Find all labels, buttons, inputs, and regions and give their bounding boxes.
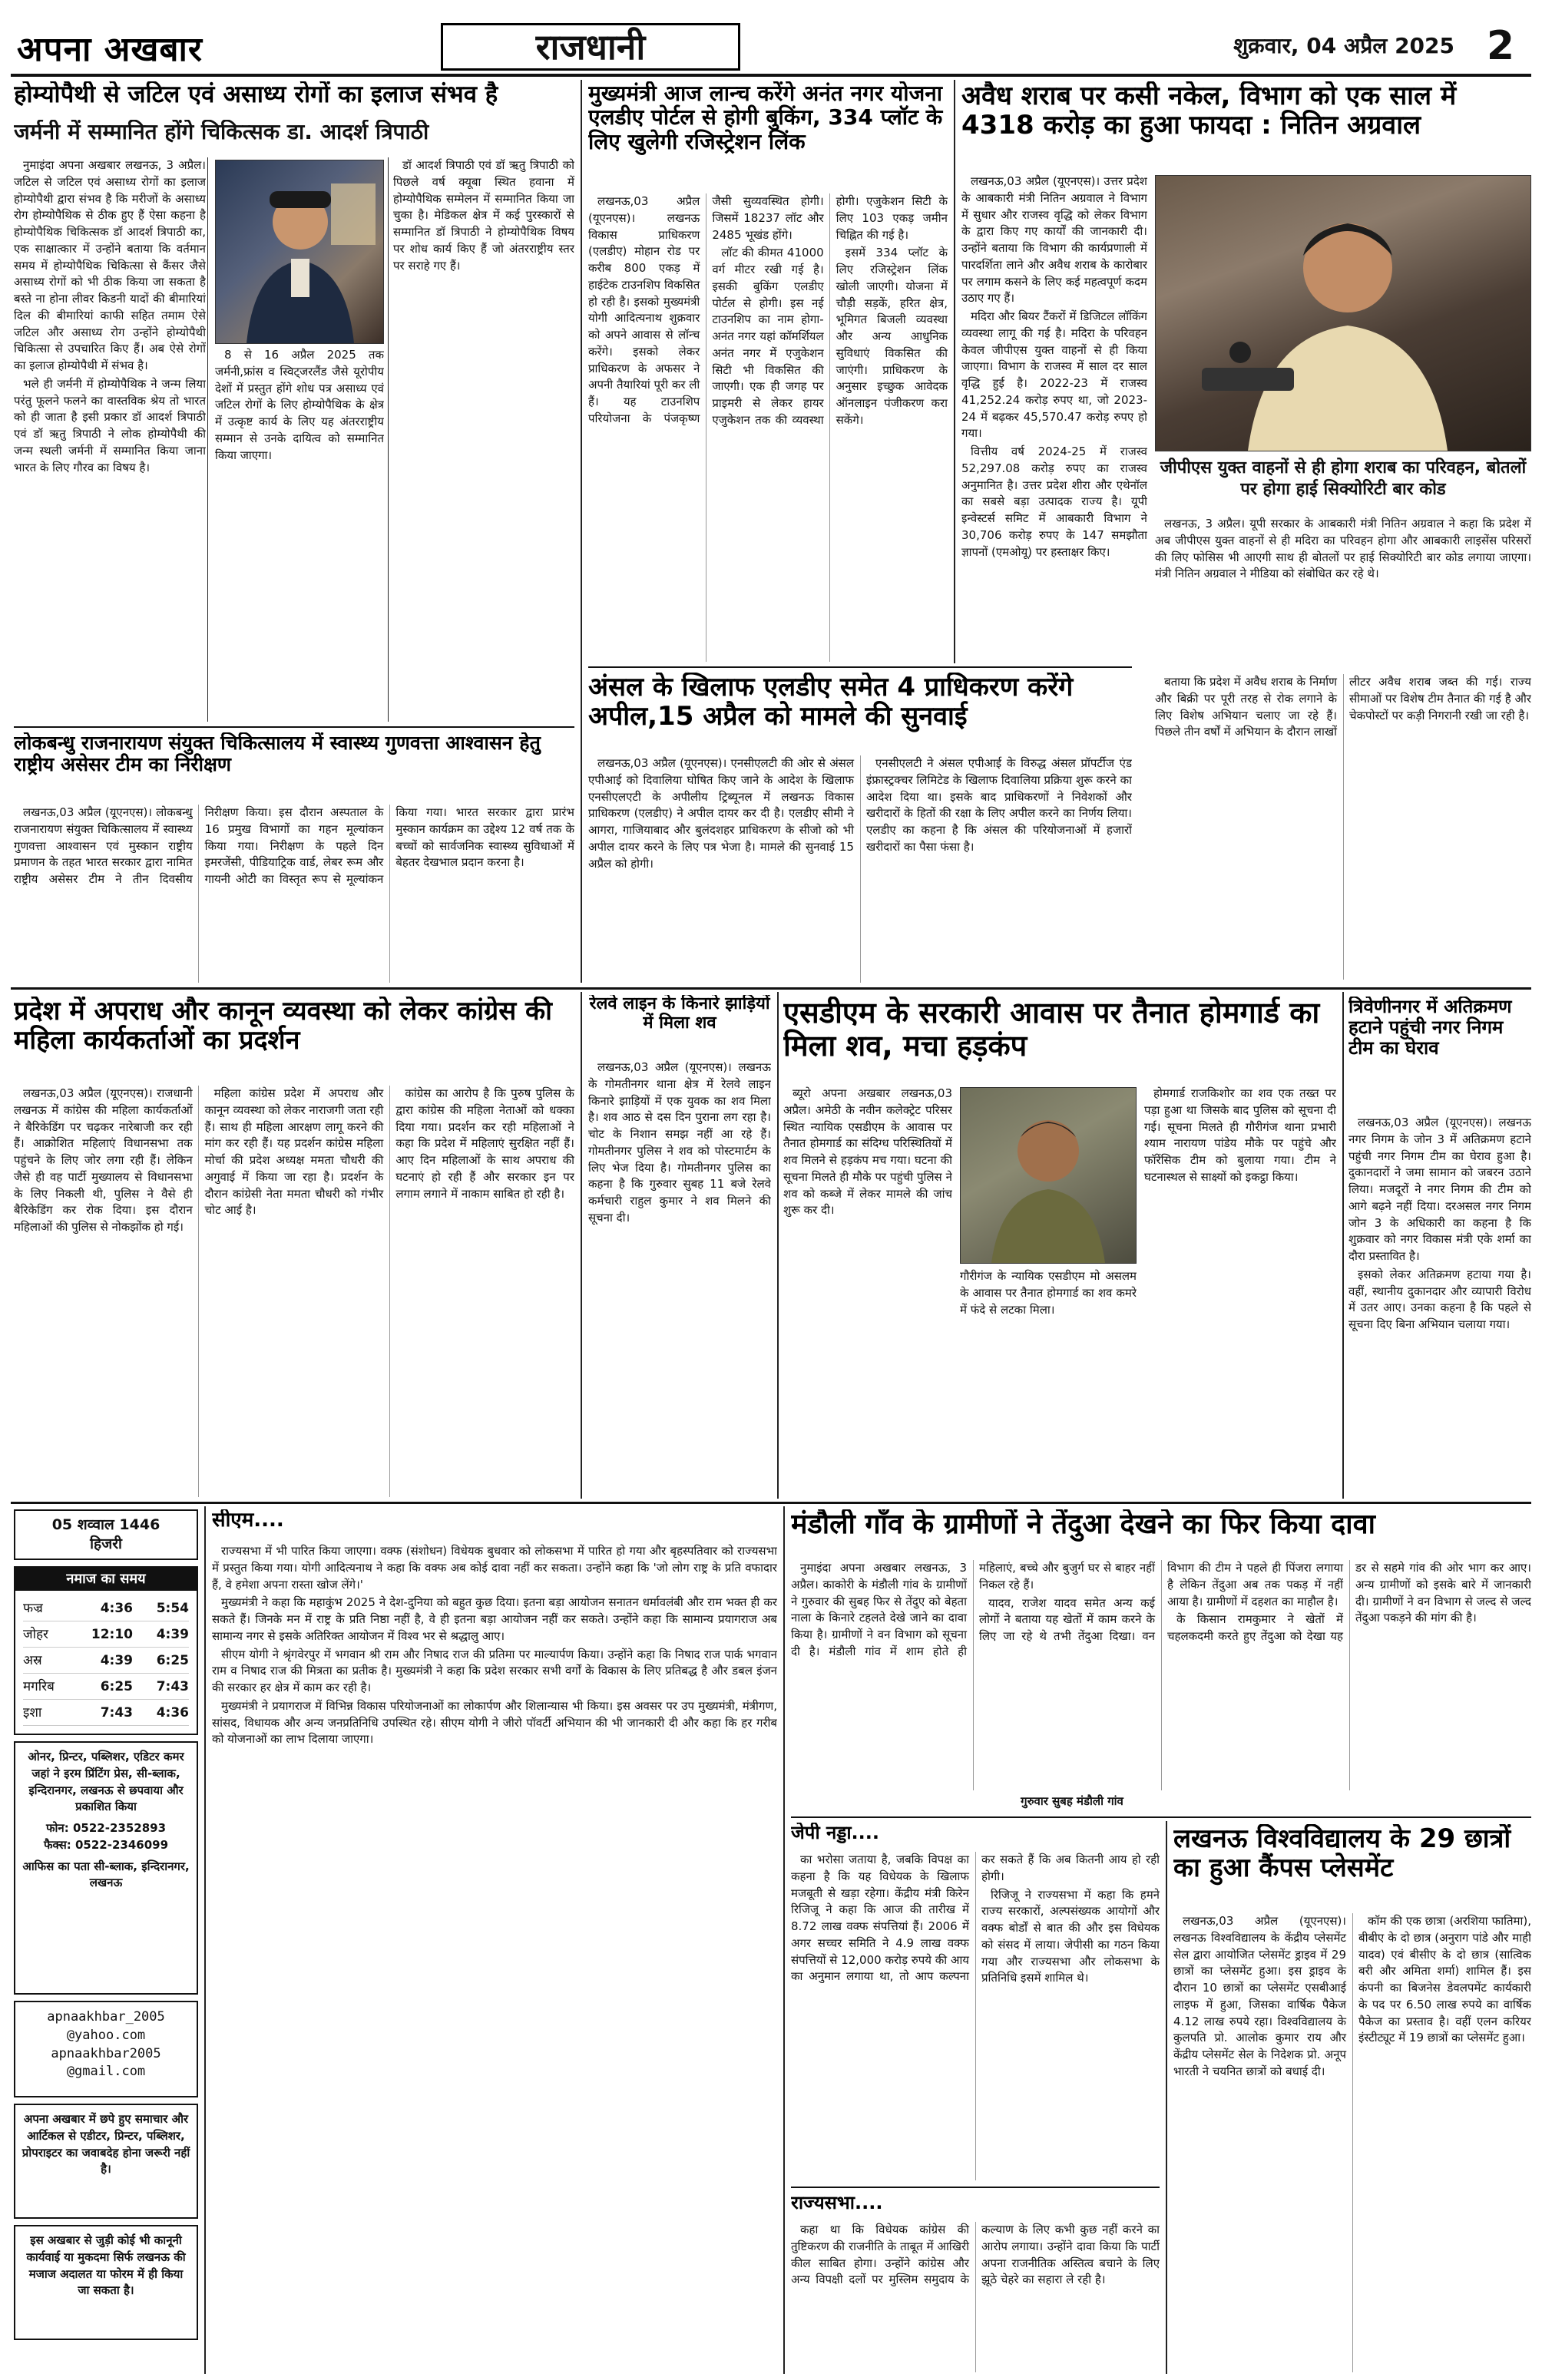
- imprint-text: ओनर, प्रिन्टर, पब्लिशर, एडिटर कमर जहां ने इरम प्रिंटिंग प्रेस, सी-ब्लाक, इन्दिरानगर, लखनऊ से छपवाया और प्रकाशित किया: [28, 1750, 184, 1814]
- lu-para-2: कॉम की एक छात्रा (अरशिया फातिमा), बीबीए के दो छात्र (अनुराग पांडे और माही यादव) एवं बीसीए के दो छात्र (सात्विक बरी और अमिता शर्मा) शामिल हैं। इस कंपनी का बिजनेस डेवलपमेंट कार्यकारी के पद पर 6.50 लाख रुपये का वार्षिक पैकेज का प्रस्ताव है। वहीं एलन करियर इंस्टीट्यूट में 19 छात्रों का प्लेसमेंट हुआ।: [1358, 1914, 1531, 2045]
- minister-photo-caption: जीपीएस युक्त वाहनों से ही होगा शराब का परिवहन, बोतलों पर होगा हाई सिक्योरिटी बार कोड: [1160, 458, 1527, 499]
- issue-date: शुक्रवार, 04 अप्रैल 2025: [1233, 33, 1454, 58]
- lu-body: [1173, 1913, 1531, 2372]
- masthead-rule: [11, 74, 1531, 77]
- rajyasabha-para-1: कहा था कि विधेयक कांग्रेस की तुष्टिकरण की राजनीति के ताबूत में आखिरी कील साबित होगा। उन्होंने कांग्रेस और अन्य विपक्षी दलों पर मुस्लिम समुदाय के कल्याण के लिए कभी कुछ नहीं करने का आरोप लगाया। उन्होंने दावा किया कि पार्टी अपना राजनीतिक अस्तित्व बचाने के लिए झूठे चेहरे का सहारा ले रही है।: [791, 2223, 1160, 2287]
- sdm-para-1: ब्यूरो अपना अखबार लखनऊ,03 अप्रैल। अमेठी के नवीन कलेक्ट्रेट परिसर स्थित न्यायिक एसडीएम के आवास पर तैनात होमगार्ड का संदिग्ध परिस्थितियों में शव मिलने से हड़कंप मच गया। घटना की सूचना मिलते ही मौके पर पहुंची पुलिस ने शव को कब्जे में लेकर मामले की जांच शुरू कर दी।: [783, 1086, 952, 1218]
- namaz-end: 7:43: [156, 1679, 189, 1694]
- nadda-para-2: रिजिजू ने राज्यसभा में कहा कि हमने राज्य सरकारों, अल्पसंख्यक आयोगों और वक्फ बोर्डों से बात की और इस विधेयक को संसद में लाया। जेपीसी का गठन किया गया और राज्यसभा और लोकसभा के प्रतिनिधि इसमें शामिल थे।: [981, 1887, 1160, 1985]
- homeo-para-1: नुमाइंदा अपना अखबार लखनऊ, 3 अप्रैल। जटिल से जटिल एवं असाध्य रोगों का इलाज होम्योपैथी द्वारा संभव है कि मरीजों के असाध्य रोग होम्योपैथिक से ठीक हुए हैं ऐसा कहना है होम्योपैथिक चिकित्सक डॉ आदर्श त्रिपाठी का, एक साक्षात्कार में उन्होंने बताया कि वर्तमान समय में होम्योपैथिक चिकित्सा से कैंसर जैसे असाध्य रोगों को भी ठीक किया जा सकता है बस्ते ना होना लीवर किडनी यादों की बीमारियां दिल की बीमारियां काफी सहित तमाम ऐसे जटिल और असाध्य रोग उन्होंने होम्योपैथी चिकित्सा से उपचारित किए हैं। अब ऐसे रोगों का इलाज होम्योपैथी में संभव है।: [14, 158, 206, 372]
- namaz-name: फज्र: [23, 1601, 43, 1616]
- section-rule: [14, 726, 574, 728]
- paper-name: अपना अखबार: [17, 30, 203, 69]
- liquor-para-5: बताया कि प्रदेश में अवैध शराब के निर्माण और बिक्री पर पूरी तरह से रोक लगाने के लिए विशेष अभियान चलाए जा रहे हैं। पिछले तीन वर्षों में अभियान के दौरान लाखों लीटर अवैध शराब जब्त की गई। राज्य सीमाओं पर विशेष टीम तैनात की गई है और चेकपोस्टों पर कड़ी निगरानी रखी जा रही है।: [1155, 675, 1531, 739]
- masthead: [11, 23, 1531, 71]
- ansal-para-2: एनसीएलटी ने अंसल एपीआई के विरुद्ध अंसल प्रॉपर्टीज एंड इंफ्रास्ट्रक्चर लिमिटेड के खिलाफ दिवालिया प्रक्रिया शुरू करने का आदेश दिया था। इसके बाद प्राधिकरणों ने निवेशकों और खरीदारों के हितों की रक्षा के लिए अपील करने का निर्णय लिया। एलडीए का कहना है कि अंसल की परियोजनाओं में हजारों खरीदारों का पैसा फंसा है।: [866, 756, 1132, 854]
- homeo-headline: होम्योपैथी से जटिल एवं असाध्य रोगों का इलाज संभव है: [14, 81, 498, 108]
- section-banner: [441, 23, 740, 71]
- mandauli-body: [791, 1560, 1531, 1790]
- sdm-para-2: होमगार्ड राजकिशोर का शव एक तख्त पर पड़ा हुआ था जिसके बाद पुलिस को सूचना दी गई। सूचना मिलते ही गौरीगंज थाना प्रभारी श्याम नारायण पांडेय मौके पर पहुंचे और फॉरेंसिक टीम को बुलाया गया। टीम ने घटनास्थल से साक्ष्यों को इकट्ठा किया।: [1144, 1086, 1336, 1184]
- nadda-body: [791, 1852, 1160, 2180]
- congress-body: [14, 1086, 574, 1497]
- col-divider: [777, 992, 779, 1499]
- liquor-headline: अवैध शराब पर कसी नकेल, विभाग को एक साल में 4318 करोड़ का हुआ फायदा : नितिन अग्रवाल: [961, 81, 1457, 141]
- col-divider: [207, 157, 208, 722]
- homeo-body-col1: [14, 157, 206, 722]
- doctor-portrait-icon: [216, 160, 383, 343]
- namaz-end: 4:39: [156, 1627, 189, 1642]
- page-number: 2: [1486, 23, 1515, 69]
- cm-para-2: मुख्यमंत्री ने कहा कि महाकुंभ 2025 ने देश-दुनिया को बहुत कुछ दिया। इतना बड़ा आयोजन सनातन धर्मावलंबी और राम भक्त ही कर सकते हैं। जिनके मन में राष्ट्र के प्रति निष्ठा नहीं है, वे ही इतना बड़ा आयोजन नहीं कर सकते। उन्होंने कहा कि सामान्य प्रयागराज अब सामान्य नगर से इसके अतिरिक्त आयोजन में विश्व भर से श्रद्धालु आए।: [212, 1595, 777, 1643]
- namaz-start: 7:43: [100, 1705, 133, 1721]
- namaz-name: अस्र: [23, 1653, 42, 1668]
- hijri-date: 05 शव्वाल 1446 हिजरी: [51, 1516, 160, 1552]
- liquor-body-col3: [1155, 674, 1531, 980]
- sdm-photo-caption: गौरीगंज के न्यायिक एसडीएम मो असलम के आवास पर तैनात होमगार्ड का शव कमरे में फंदे से लटका मिला।: [960, 1269, 1137, 1317]
- triveni-para-2: इसको लेकर अतिक्रमण हटाया गया है। वहीं, स्थानीय दुकानदार और व्यापारी विरोध में उतर आए। उनका कहना है कि पहले से सूचना दिए बिना अभियान चलाया गया।: [1348, 1267, 1531, 1331]
- legal-text: इस अखबार से जुड़ी कोई भी कानूनी कार्यवाई या मुकदमा सिर्फ लखनऊ की मजाज अदालत या फोरम में ही किया जा सकता है।: [26, 2233, 186, 2298]
- email-box: [14, 2001, 198, 2097]
- namaz-start: 6:25: [100, 1679, 133, 1694]
- rajyasabha-headline: राज्यसभा....: [791, 2193, 883, 2213]
- disclaimer-box: [14, 2104, 198, 2219]
- col-divider: [388, 157, 389, 722]
- col-divider: [954, 80, 955, 663]
- liquor-para-2: मदिरा और बियर टैंकरों में डिजिटल लॉकिंग व्यवस्था लागू की गई है। मदिरा के परिवहन केवल जीपीएस युक्त वाहनों से ही किया जाएगा। विभाग के राजस्व में साल दर साल वृद्धि हुई है। 2022-23 में राजस्व 41,252.24 करोड़ रुपए था, जो 2023-24 में बढ़कर 45,570.47 करोड़ रुपए हो गया।: [961, 309, 1147, 441]
- congress-para-1: लखनऊ,03 अप्रैल (यूएनएस)। राजधानी लखनऊ में कांग्रेस की महिला कार्यकर्ताओं ने बैरिकेडिंग पर चढ़कर नारेबाजी कर रही हैं। आक्रोशित महिलाएं विधानसभा तक पहुंचने के लिए जोर लगा रही हैं। लेकिन जैसे ही वह पार्टी मुख्यालय से विधानसभा के लिए निकली थी, पुलिस ने वैसे ही बैरिकेडिंग कर रोक दिया। इस दौरान महिलाओं की पुलिस से नोकझोंक हो गई।: [14, 1086, 193, 1234]
- col-divider: [581, 80, 582, 983]
- row-rule: [11, 987, 1531, 990]
- homeo-body-col2: [215, 347, 384, 722]
- lu-para-1: लखनऊ,03 अप्रैल (यूएनएस)। लखनऊ विश्वविद्यालय के केंद्रीय प्लेसमेंट सेल द्वारा आयोजित प्लेसमेंट ड्राइव में 29 छात्रों का प्लेसमेंट हुआ। इस ड्राइव के दौरान 10 छात्रों का प्लेसमेंट एसबीआई लाइफ में हुआ, जिसका वार्षिक पैकेज 4.12 लाख रुपये रहा। विश्वविद्यालय के कुलपति प्रो. आलोक कुमार राय और केंद्रीय प्लेसमेंट सेल के निदेशक प्रो. अनूप भारती ने चयनित छात्रों को बधाई दी।: [1173, 1914, 1346, 2078]
- sdm-headline: एसडीएम के सरकारी आवास पर तैनात होमगार्ड का मिला शव, मचा हड़कंप: [783, 997, 1320, 1063]
- col-divider: [1342, 992, 1344, 1499]
- congress-para-3: कांग्रेस का आरोप है कि पुरुष पुलिस के द्वारा कांग्रेस की महिला नेताओं को धक्का दिया गया। प्रदर्शन कर रही महिलाओं ने कहा कि प्रदेश में महिलाएं सुरक्षित नहीं हैं। आए दिन महिलाओं के साथ अपराध की घटनाएं हो रही हैं और सरकार इन पर लगाम लगाने में नाकाम साबित हो रही है।: [395, 1086, 574, 1201]
- lda-para-3: इसमें 334 प्लॉट के लिए रजिस्ट्रेशन लिंक खोली जाएगी। योजना में चौड़ी सड़कें, हरित क्षेत्र, भूमिगत बिजली व्यवस्था और अन्य आधुनिक सुविधाएं विकसित की जाएंगी। प्राधिकरण के अनुसार इच्छुक आवेदक ऑनलाइन पंजीकरण करा सकेंगे।: [836, 246, 948, 427]
- homeo-para-4: डॉ आदर्श त्रिपाठी एवं डॉ ऋतु त्रिपाठी को पिछले वर्ष क्यूबा स्थित हवाना में होम्योपैथिक सम्मेलन में सम्मानित किया जा चुका है। मेडिकल क्षेत्र में कई पुरस्कारों से सम्मानित डॉ त्रिपाठी ने होम्योपैथिक विषय पर शोध कार्य किए हैं जो अंतरराष्ट्रीय स्तर पर सराहे गए हैं।: [393, 158, 574, 273]
- homeo-para-2: 8 से 16 अप्रैल 2025 तक जर्मनी,फ्रांस व स्विट्जरलैंड जैसे यूरोपीय देशों में प्रस्तुत होंगे शोध पत्र असाध्य एवं जटिल रोगों के लिए होम्योपैथिक के क्षेत्र में उत्कृष्ट कार्य के लिए यह अंतरराष्ट्रीय सम्मान से उनके दायित्व को सम्मानित किया जाएगा।: [215, 348, 384, 462]
- col-divider: [581, 992, 582, 1499]
- namaz-end: 5:54: [156, 1601, 189, 1616]
- namaz-name: जोहर: [23, 1627, 48, 1642]
- mandauli-para-3: के किसान रामकुमार ने खेतों में चहलकदमी करते हुए तेंदुआ को देखा यह डर से सहमे गांव की ओर भाग कर आए। अन्य ग्रामीणों को इसके बारे में जानकारी दी। ग्रामीणों ने वन विभाग से जल्द से जल्द तेंदुआ पकड़ने की मांग की है।: [1167, 1561, 1531, 1643]
- triveni-para-1: लखनऊ,03 अप्रैल (यूएनएस)। लखनऊ नगर निगम के जोन 3 में अतिक्रमण हटाने पहुंची नगर निगम टीम का घेराव हुआ है। दुकानदारों ने जमा सामान को जबरन उठाने लिया। मजदूरों ने नगर निगम की टीम को आगे बढ़ने नहीं दिया। दरअसल नगर निगम जोन 3 के अधिकारी का कहना है कि शुक्रवार को नगर विकास मंत्री एके शर्मा का दौरा प्रस्तावित है।: [1348, 1116, 1531, 1263]
- namaz-title: नमाज का समय: [15, 1568, 197, 1591]
- congress-headline: प्रदेश में अपराध और कानून व्यवस्था को लेकर कांग्रेस की महिला कार्यकर्ताओं का प्रदर्शन: [14, 997, 552, 1056]
- lu-headline: लखनऊ विश्वविद्यालय के 29 छात्रों का हुआ कैंपस प्लेसमेंट: [1173, 1824, 1511, 1884]
- lda-para-1: लखनऊ,03 अप्रैल (यूएनएस)। लखनऊ विकास प्राधिकरण (एलडीए) मोहान रोड पर करीब 800 एकड़ में हाईटेक टाउनशिप विकसित हो रही है। इसको मुख्यमंत्री योगी आदित्यनाथ शुक्रवार को अपने आवास से लॉन्च करेंगे। इसको लेकर प्राधिकरण के अफसर ने अपनी तैयारियां पूरी कर ली हैं। यह टाउनशिप परियोजना के पंजकृष्ण जैसी सुव्यवस्थित होगी। जिसमें 18237 लॉट और 2485 भूखंड होंगे।: [588, 194, 824, 425]
- minister-photo: [1155, 175, 1531, 451]
- namaz-name: इशा: [23, 1705, 42, 1721]
- email-2-domain: @gmail.com: [66, 2064, 146, 2080]
- sidebar: [14, 1509, 198, 2374]
- namaz-end: 4:36: [156, 1705, 189, 1721]
- liquor-body-col2: [1155, 516, 1531, 669]
- email-2-user: apnaakhbar2005: [51, 2045, 161, 2061]
- namaz-box: [14, 1566, 198, 1735]
- col-divider: [783, 1506, 785, 2374]
- nadda-para-1: का भरोसा जताया है, जबकि विपक्ष का कहना है कि यह विधेयक के खिलाफ मजबूती से खड़ा रहेगा। केंद्रीय मंत्री किरेन रिजिजू ने कहा कि आज की तारीख में 8.72 लाख वक्फ संपत्तियां हैं। 2006 में अगर सच्चर समिति ने 4.9 लाख वक्फ संपत्तियों से 12,000 करोड़ रुपये की आय का अनुमान लगाया था, तो आप कल्पना कर सकते हैं कि अब कितनी आय हो रही होगी।: [791, 1853, 1160, 1984]
- hijri-date-box: [14, 1509, 198, 1560]
- congress-para-2: महिला कांग्रेस प्रदेश में अपराध और कानून व्यवस्था को लेकर नाराजगी जता रही हैं। साथ ही महिला आरक्षण लागू करने की मांग कर रही हैं। यह प्रदर्शन कांग्रेस महिला मोर्चा की प्रदेश अध्यक्ष ममता चौधरी की अगुवाई में किया जा रहा है। प्रदर्शन के दौरान कांग्रेसी नेता ममता चौधरी को गंभीर चोट आई है।: [204, 1086, 384, 1218]
- namaz-row: [23, 1648, 189, 1674]
- liquor-para-1: लखनऊ,03 अप्रैल (यूएनएस)। उत्तर प्रदेश के आबकारी मंत्री नितिन अग्रवाल ने विभाग में सुधार और राजस्व वृद्धि को लेकर विभाग के द्वारा किए गए कार्यों की जानकारी दी। उन्होंने बताया कि विभाग की कार्यप्रणाली में पारदर्शिता लाने और अवैध शराब के कारोबार पर लगाम कसने के लिए कई महत्वपूर्ण कदम उठाए गए हैं।: [961, 174, 1147, 306]
- namaz-name: मगरिब: [23, 1679, 55, 1694]
- railway-headline: रेलवे लाइन के किनारे झाड़ियों में मिला शव: [589, 995, 770, 1033]
- liquor-body-col1: [961, 174, 1147, 980]
- sdm-body-col3: [1144, 1086, 1336, 1497]
- lohia-body: [14, 805, 574, 983]
- namaz-table: [15, 1591, 197, 1730]
- section-rule: [791, 2187, 1160, 2188]
- col-divider: [1166, 1821, 1167, 2374]
- namaz-start: 4:39: [100, 1653, 133, 1668]
- namaz-row: [23, 1595, 189, 1621]
- namaz-row: [23, 1700, 189, 1726]
- cm-para-1: राज्यसभा में भी पारित किया जाएगा। वक्फ (संशोधन) विधेयक बुधवार को लोकसभा में पारित हो गया और बृहस्पतिवार को राज्यसभा में प्रस्तुत किया गया। योगी आदित्यनाथ ने कहा कि वक्फ अब कोई दावा नहीं कर सकता। उन्होंने कहा कि 'जो लोग राष्ट्र के प्रति वफादार हैं, वे हमेशा अपना रास्ता खोज लेंगे।': [212, 1544, 777, 1592]
- imprint-box: [14, 1741, 198, 1995]
- namaz-end: 6:25: [156, 1653, 189, 1668]
- lda-headline: मुख्यमंत्री आज लान्च करेंगे अनंत नगर योजना एलडीए पोर्टल से होगी बुकिंग, 334 प्लॉट के लिए खुलेगी रजिस्ट्रेशन लिंक: [588, 81, 943, 154]
- lohia-para-1: लखनऊ,03 अप्रैल (यूएनएस)। लोकबन्धु राजनारायण संयुक्त चिकित्सालय में स्वास्थ्य गुणवत्ता आश्वासन एवं मुस्कान राष्ट्रीय प्रमाणन के तहत भारत सरकार द्वारा नामित राष्ट्रीय असेसर टीम ने तीन दिवसीय निरीक्षण किया। इस दौरान अस्पताल के 16 प्रमुख विभागों का गहन मूल्यांकन किया गया। निरीक्षण के पहले दिन इमरजेंसी, पीडियाट्रिक वार्ड, लेबर रूम और गायनी ओटी का विस्तृत रूप से मूल्यांकन किया गया। भारत सरकार द्वारा प्रारंभ मुस्कान कार्यक्रम का उद्देश्य 12 वर्ष तक के बच्चों को सार्वजनिक स्वास्थ्य सुविधाओं में बेहतर देखभाल प्रदान करना है।: [14, 805, 574, 886]
- minister-portrait-icon: [1156, 176, 1530, 451]
- fax: फैक्स: 0522-2346099: [43, 1837, 169, 1852]
- namaz-row: [23, 1621, 189, 1648]
- ansal-headline: अंसल के खिलाफ एलडीए समेत 4 प्राधिकरण करेंगे अपील,15 अप्रैल को मामले की सुनवाई: [588, 673, 1074, 732]
- email-1-user: apnaakhbar_2005: [47, 2009, 165, 2025]
- homeo-subhead: जर्मनी में सम्मानित होंगे चिकित्सक डा. आदर्श त्रिपाठी: [14, 120, 429, 144]
- cm-para-3: सीएम योगी ने श्रृंगवेरपुर में भगवान श्री राम और निषाद राज की प्रतिमा पर माल्यार्पण किया। उन्होंने कहा कि निषाद राज पार्क भगवान राम व निषाद राज की मित्रता का प्रतीक है। मुख्यमंत्री ने कहा कि प्रदेश सरकार सभी वर्गों के विकास के लिए प्रतिबद्ध है और डबल इंजन की सरकार हर क्षेत्र में काम कर रही है।: [212, 1647, 777, 1694]
- section-title: राजधानी: [535, 26, 646, 68]
- legal-box: [14, 2225, 198, 2340]
- cm-para-4: मुख्यमंत्री ने प्रयागराज में विभिन्न विकास परियोजनाओं का लोकार्पण और शिलान्यास भी किया। इस अवसर पर उप मुख्यमंत्री, मंत्रीगण, सांसद, विधायक और अन्य जनप्रतिनिधि उपस्थित रहे। सीएम योगी ने जीरो पॉवर्टी अभियान की भी जानकारी दी और कहा कि हर गरीब को योजनाओं का लाभ दिलाया जाएगा।: [212, 1698, 777, 1747]
- mandauli-headline: मंडौली गाँव के ग्रामीणों ने तेंदुआ देखने का फिर किया दावा: [791, 1509, 1375, 1540]
- sdm-body-col1: [783, 1086, 952, 1497]
- row-rule: [11, 1502, 1531, 1504]
- mandauli-para-1: नुमाइंदा अपना अखबार लखनऊ, 3 अप्रैल। काकोरी के मंडौली गांव के ग्रामीणों ने गुरुवार की सुबह फिर से तेंदुए को बेहता नाला के किनारे टहलते देखे जाने का दावा किया है। ग्रामीणों ने वन विभाग को सूचना दी है। मंडौली गांव में शाम होते ही महिलाएं, बच्चे और बुजुर्ग घर से बाहर नहीं निकल रहे हैं।: [791, 1561, 1155, 1658]
- nadda-headline: जेपी नड्डा....: [791, 1823, 880, 1843]
- homeguard-portrait-icon: [961, 1088, 1136, 1263]
- homeo-body-col3: [393, 157, 574, 722]
- homeo-para-3: भले ही जर्मनी में होम्योपैथिक ने जन्म लिया परंतु फूलने फलने का वास्तविक श्रेय तो भारत को ही जाता है इसी प्रकार डॉ आदर्श त्रिपाठी एवं डॉ ऋतु त्रिपाठी ने लोक होम्योपैथी की जन्म स्थली जर्मनी में सम्मानित किया जाना भारत के लिए गौरव का विषय है।: [14, 376, 206, 474]
- col-divider: [204, 1506, 206, 2374]
- mandauli-byline: गुरुवार सुबह मंडौली गांव: [1021, 1794, 1123, 1808]
- lda-body: [588, 193, 948, 662]
- lda-para-2: लॉट की कीमत 41000 वर्ग मीटर रखी गई है। इसकी बुकिंग एलडीए पोर्टल से होगी। इस नई टाउनशिप का नाम होगा-अनंत नगर यहां कॉमर्शियल अनंत नगर में एजुकेशन सिटी भी विकसित की जाएगी। एक ही जगह पर प्राइमरी से लेकर हायर एजुकेशन तक की व्यवस्था होगी। एजुकेशन सिटी के लिए 103 एकड़ जमीन चिह्नित की गई है।: [712, 194, 948, 427]
- namaz-start: 12:10: [91, 1627, 133, 1642]
- phone: फोन: 0522-2352893: [45, 1821, 167, 1835]
- liquor-para-3: वित्तीय वर्ष 2024-25 में राजस्व 52,297.08 करोड़ रुपए का राजस्व अनुमानित है। उत्तर प्रदेश शीरा और एथेनॉल का सबसे बड़ा उत्पादक राज्य है। यूपी इन्वेस्टर्स समिट में आबकारी विभाग ने 30,706 करोड़ रुपए के 147 समझौता ज्ञापनों (एमओयू) पर हस्ताक्षर किए।: [961, 445, 1147, 559]
- homeo-photo: [215, 160, 384, 344]
- disclaimer-text: अपना अखबार में छपे हुए समाचार और आर्टिकल से एडीटर, प्रिन्टर, पब्लिशर, प्रोपराइटर का जवाबदेह होना जरूरी नहीं है।: [22, 2112, 190, 2177]
- triveni-headline: त्रिवेणीनगर में अतिक्रमण हटाने पहुंची नगर निगम टीम का घेराव: [1348, 997, 1512, 1059]
- homeguard-photo: [960, 1087, 1137, 1264]
- office-address: आफिस का पता सी-ब्लाक, इन्दिरानगर, लखनऊ: [22, 1859, 190, 1890]
- ansal-para-1: लखनऊ,03 अप्रैल (यूएनएस)। एनसीएलटी की ओर से अंसल एपीआई को दिवालिया घोषित किए जाने के आदेश के खिलाफ एनसीएलएटी के अपीलीय ट्रिब्यूनल में लखनऊ विकास प्राधिकरण (एलडीए) ने अपील दायर कर दी है। एलडीए सीमी ने आगरा, गाजियाबाद और बुलंदशहर प्राधिकरण के सीजो को भी अपील दायर करने के लिए पत्र भेजा है। मामले की सुनवाई 15 अप्रैल को होगी।: [588, 756, 854, 871]
- namaz-start: 4:36: [100, 1601, 133, 1616]
- namaz-row: [23, 1674, 189, 1700]
- section-rule: [791, 1816, 1531, 1818]
- railway-para-1: लखनऊ,03 अप्रैल (यूएनएस)। लखनऊ के गोमतीनगर थाना क्षेत्र में रेलवे लाइन किनारे झाड़ियों में एक युवक का शव मिला है। शव आठ से दस दिन पुराना लग रहा है। चोट के निशान समझ नहीं आ रहे हैं। गोमतीनगर पुलिस ने शव को पोस्टमार्टम के लिए भेज दिया है। गोमतीनगर पुलिस का कहना है कि गुरुवार सुबह 11 बजे रेलवे कर्मचारी राहुल कुमार ने शव मिलने की सूचना दी।: [588, 1060, 771, 1225]
- liquor-para-4: लखनऊ, 3 अप्रैल। यूपी सरकार के आबकारी मंत्री नितिन अग्रवाल ने कहा कि प्रदेश में अब जीपीएस युक्त वाहनों से ही मदिरा का परिवहन होगा और आबकारी लाइसेंस परिसरों की लिए फोसिस भी आएगी साथ ही बोतलों पर हाई सिक्योरिटी बार कोड लगाया जाएगा। मंत्री नितिन अग्रवाल ने मीडिया को संबोधित कर रहे थे।: [1155, 517, 1531, 581]
- mandauli-para-2: यादव, राजेश यादव समेत अन्य कई लोगों ने बताया यह खेतों में काम करने के लिए जा रहे थे तभी तेंदुआ दिखा। वन विभाग की टीम ने पहले ही पिंजरा लगाया है लेकिन तेंदुआ अब तक पकड़ में नहीं आया है। ग्रामीणों में दहशत का माहौल है।: [979, 1561, 1343, 1643]
- triveni-body: [1348, 1115, 1531, 1496]
- cm-headline: सीएम....: [212, 1509, 284, 1532]
- rajyasabha-body: [791, 2222, 1160, 2372]
- lohia-headline: लोकबन्धु राजनारायण संयुक्त चिकित्सालय में स्वास्थ्य गुणवत्ता आश्वासन हेतु राष्ट्रीय असेसर टीम का निरीक्षण: [14, 732, 541, 775]
- cm-body: [212, 1543, 777, 2372]
- railway-body: [588, 1059, 771, 1497]
- email-1-domain: @yahoo.com: [66, 2027, 146, 2043]
